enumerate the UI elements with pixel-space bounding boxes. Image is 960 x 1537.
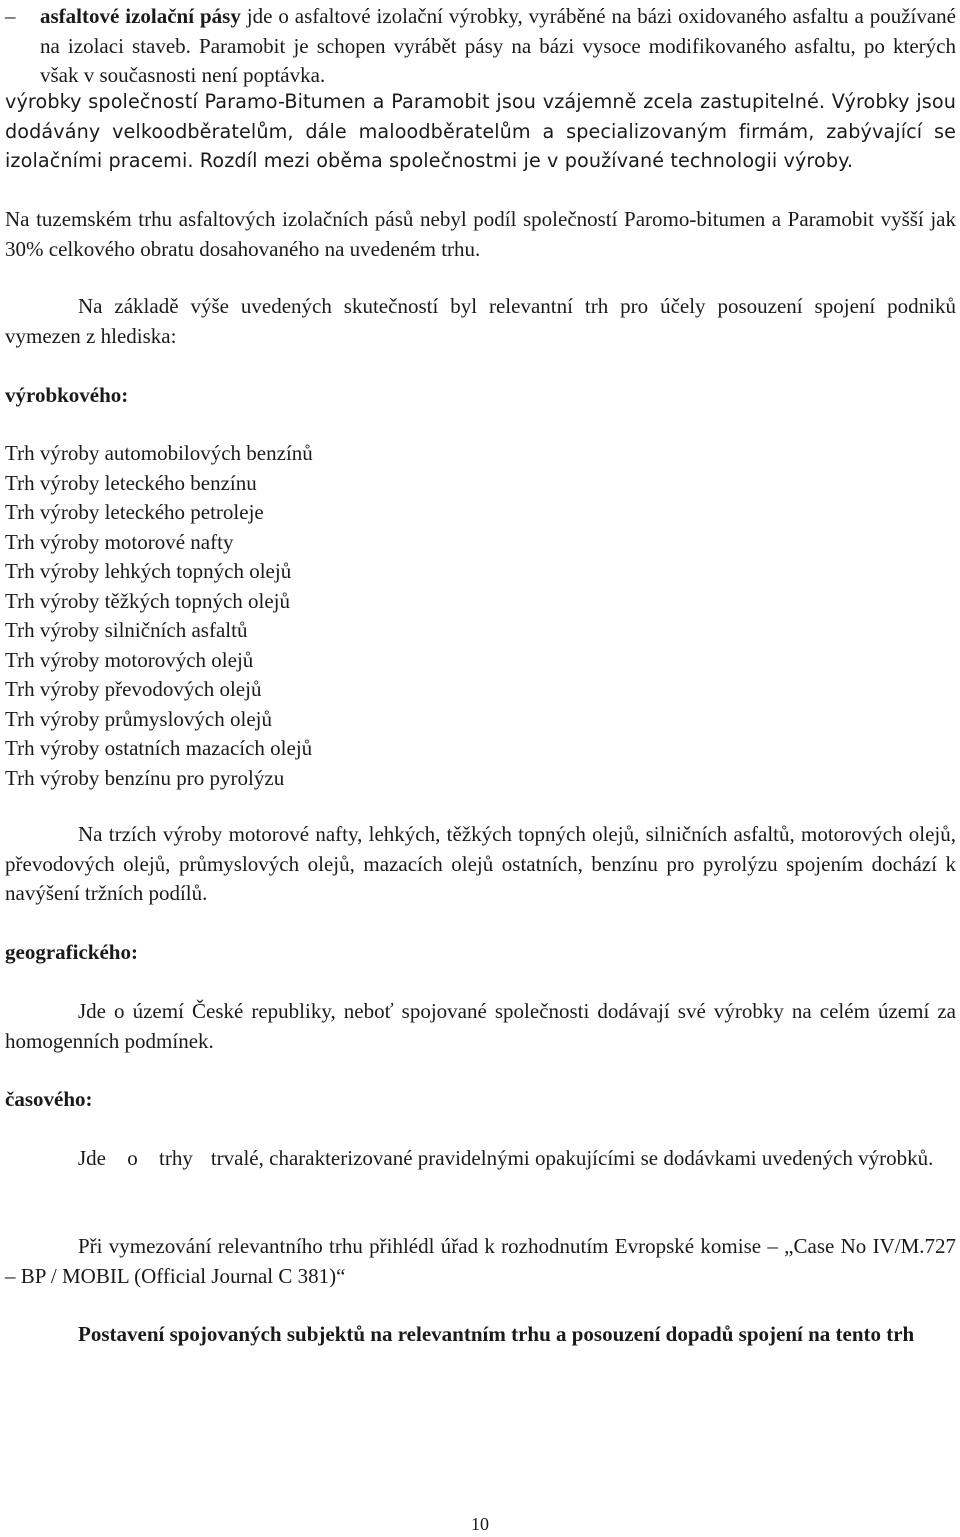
paragraph-commission-decision: Při vymezování relevantního trhu přihlédl úřad k rozhodnutím Evropské komise – „Case No IV/M.727 – BP / MOBIL (Official Journal C 381)“ — [5, 1234, 956, 1288]
list-item: Trh výroby průmyslových olejů — [5, 706, 272, 731]
list-item: Trh výroby ostatních mazacích olejů — [5, 736, 313, 760]
bullet-term: asfaltové izolační pásy — [40, 4, 241, 28]
bullet-text — [40, 2, 956, 91]
paragraph-companies: výrobky společností Paramo-Bitumen a Paramobit jsou vzájemně zcela zastupitelné. Výrobky jsou dodávány velkoodběratelům, dále maloodběratelům a specializovaným firmám, zabývající se izolačními pracemi. Rozdíl mezi oběma společnostmi je v používané technologii výroby. — [5, 90, 956, 172]
dash-bullet: – — [5, 4, 16, 28]
list-item: Trh výroby lehkých topných olejů — [5, 559, 292, 583]
time-text-rest: trvalé, charakterizované pravidelnými opakujícími se dodávkami uvedených výrobků. — [210, 1146, 934, 1170]
paragraph-time — [5, 1144, 956, 1174]
list-item: Trh výroby automobilových benzínů — [5, 441, 313, 465]
paragraph-market-share: Na tuzemském trhu asfaltových izolačních pásů nebyl podíl společností Paromo-bitumen a Paramobit vyšší jak 30% celkového obratu dosahovaného na uvedeném trhu. — [5, 207, 956, 261]
list-item: Trh výroby silničních asfaltů — [5, 618, 248, 642]
page-number: 10 — [471, 1514, 489, 1534]
list-item: Trh výroby leteckého benzínu — [5, 470, 257, 495]
list-item: Trh výroby motorové nafty — [5, 529, 234, 554]
list-item: Trh výroby motorových olejů — [5, 647, 254, 672]
bullet-item-asphalt-strips — [5, 2, 956, 91]
time-text-start: Jde o trhy — [78, 1146, 193, 1170]
paragraph-geographic: Jde o území České republiky, neboť spojované společnosti dodávají své výrobky na celém území za homogenních podmínek. — [5, 999, 956, 1053]
bullet-description: jde o asfaltové izolační výrobky, vyráběné na bázi oxidovaného asfaltu a používané na izolaci staveb. Paramobit je schopen vyrábět pásy na bázi vysoce modifikovaného asfaltu, po kterých však v současnosti není poptávka. — [40, 4, 956, 87]
list-item: Trh výroby těžkých topných olejů — [5, 588, 291, 613]
heading-geographic-market: geografického: — [5, 940, 138, 964]
product-market-list — [5, 439, 956, 793]
list-item: Trh výroby benzínu pro pyrolýzu — [5, 765, 285, 790]
paragraph-market-basis: Na základě výše uvedených skutečností byl relevantní trh pro účely posouzení spojení podniků vymezen z hlediska: — [5, 294, 956, 348]
heading-position-assessment: Postavení spojovaných subjektů na relevantním trhu a posouzení dopadů spojení na tento trh — [78, 1322, 915, 1346]
list-item: Trh výroby převodových olejů — [5, 677, 262, 701]
list-item: Trh výroby leteckého petroleje — [5, 500, 264, 524]
heading-time-market: časového: — [5, 1087, 93, 1111]
paragraph-share-increase: Na trzích výroby motorové nafty, lehkých, těžkých topných olejů, silničních asfaltů, motorových olejů, převodových olejů, průmyslových olejů, mazacích olejů ostatních, benzínu pro pyrolýzu spojením dochází k navýšení tržních podílů. — [5, 822, 956, 905]
heading-product-market: výrobkového: — [5, 383, 129, 407]
